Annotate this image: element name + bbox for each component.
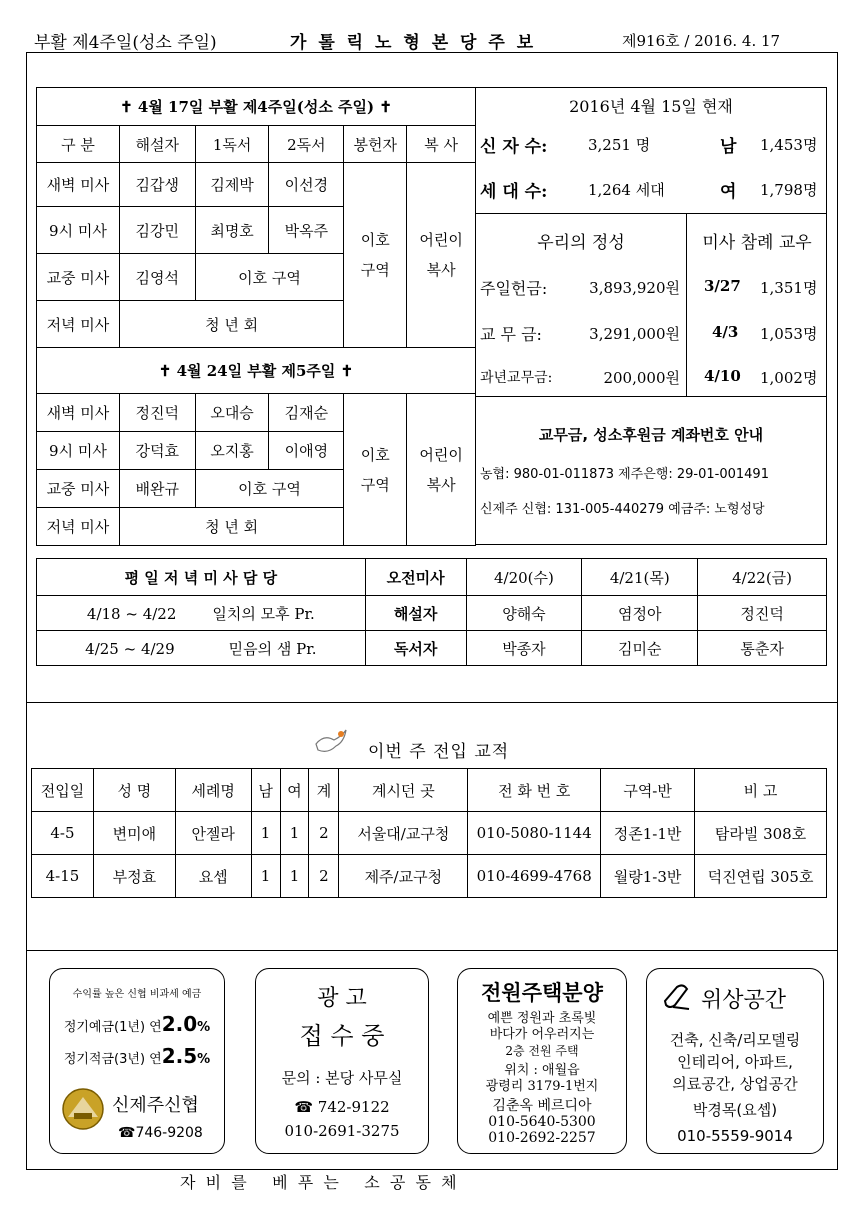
attendance-count: 1,053명 xyxy=(760,325,818,343)
mass-name: 교중 미사 xyxy=(37,254,120,301)
reader2: 이애영 xyxy=(269,432,344,470)
newcomers-head: 여 xyxy=(280,769,309,812)
newcomers-head: 전입일 xyxy=(32,769,94,812)
ad-design-line: 의료공간, 상업공간 xyxy=(672,1075,798,1093)
divider xyxy=(476,396,826,397)
table-cell: 4-5 xyxy=(32,812,94,855)
footer-motto: 자 비 를 베 푸 는 소 공 동 체 xyxy=(180,1173,457,1192)
table-cell: 변미애 xyxy=(93,812,175,855)
attendance-title: 미사 참례 교우 xyxy=(702,233,812,253)
ad-design xyxy=(646,968,824,1154)
ad-housing-line: 2층 전원 주택 xyxy=(505,1044,579,1058)
credit-union-logo-icon xyxy=(60,1087,106,1131)
ad-housing-line: 바다가 어우러지는 xyxy=(489,1027,595,1042)
commentator: 김갑생 xyxy=(119,163,195,207)
offerer: 이호 구역 xyxy=(344,394,407,546)
ad-housing-title: 전원주택분양 xyxy=(481,980,603,1005)
reader2: 박옥주 xyxy=(269,207,344,254)
ad-credit-union: 수익률 높은 신협 비과세 예금 정기예금(1년) 연2.0% 정기적금(3년) 연2.5% 신제주신협 ☎746-9208 xyxy=(49,968,225,1154)
divider xyxy=(26,702,838,703)
ad-housing-line: 광령리 3179-1번지 xyxy=(485,1079,599,1094)
table-cell: 010-4699-4768 xyxy=(468,855,601,898)
ad-bank-rate1: 2.0 xyxy=(161,1012,198,1036)
weekday-head: 4/20(수) xyxy=(466,559,582,596)
newcomers-head: 전 화 번 호 xyxy=(468,769,601,812)
table-cell: 010-5080-1144 xyxy=(468,812,601,855)
attendance-date: 3/27 xyxy=(704,277,741,295)
households-count: 1,264 세대 xyxy=(588,181,665,199)
ad-housing-line: 010-5640-5300 xyxy=(488,1114,596,1130)
ad-bank-top: 수익률 높은 신협 비과세 예금 xyxy=(72,989,202,1000)
group: 청 년 회 xyxy=(119,508,343,546)
issue-info: 제916호 / 2016. 4. 17 xyxy=(622,32,781,50)
newcomers-head: 계 xyxy=(309,769,339,812)
offering-label: 주일헌금: xyxy=(480,279,548,298)
reader2: 김재순 xyxy=(269,394,344,432)
weekday-role: 독서자 xyxy=(365,631,466,666)
ad-space-title: 광 고 xyxy=(317,986,367,1011)
male-count: 1,453명 xyxy=(760,136,818,154)
newcomers-head: 남 xyxy=(251,769,280,812)
attendance-date: 4/3 xyxy=(712,323,739,341)
households-label: 세 대 수: xyxy=(480,182,548,202)
table-cell: 4-15 xyxy=(32,855,94,898)
weekday-head: 4/22(금) xyxy=(698,559,827,596)
weekday-person: 김미순 xyxy=(582,631,698,666)
weekday-role: 해설자 xyxy=(365,596,466,631)
account-line: 농협: 980-01-011873 제주은행: 29-01-001491 xyxy=(480,467,769,482)
weekday-head: 평 일 저 녁 미 사 담 당 xyxy=(37,559,366,596)
mass-name: 9시 미사 xyxy=(37,207,120,254)
mass-name: 새벽 미사 xyxy=(37,163,120,207)
ad-bank-phone: ☎746-9208 xyxy=(118,1125,203,1141)
offering-label: 교 무 금: xyxy=(480,325,542,344)
reader1: 최명호 xyxy=(195,207,269,254)
table-cell: 1 xyxy=(251,855,280,898)
ad-space-mobile: 010-2691-3275 xyxy=(284,1122,400,1140)
table-cell: 덕진연립 305호 xyxy=(695,855,827,898)
ad-space-inquiry: 문의 : 본당 사무실 xyxy=(281,1069,403,1087)
newcomers-head: 성 명 xyxy=(93,769,175,812)
group: 청 년 회 xyxy=(119,301,343,348)
col-header: 1독서 xyxy=(195,126,269,163)
believers-label: 신 자 수: xyxy=(480,137,548,157)
attendance-date: 4/10 xyxy=(704,367,741,385)
weekday-person: 박종자 xyxy=(466,631,582,666)
ad-space-subtitle: 접 수 중 xyxy=(299,1022,385,1050)
table-cell: 월랑1-3반 xyxy=(601,855,695,898)
weekday-mass-table xyxy=(36,558,827,666)
offerer: 이호 구역 xyxy=(344,163,407,348)
ad-space xyxy=(255,968,429,1154)
table-cell: 2 xyxy=(309,812,339,855)
ad-housing xyxy=(457,968,627,1154)
table-cell: 2 xyxy=(309,855,339,898)
newcomers-table xyxy=(31,768,827,898)
weekday-person: 염정아 xyxy=(582,596,698,631)
ad-bank-line1: 정기예금(1년) 연 xyxy=(63,1020,162,1035)
ad-housing-line: 010-2692-2257 xyxy=(488,1130,596,1146)
offering-amount: 200,000원 xyxy=(603,369,680,387)
ad-bank-name: 신제주신협 xyxy=(112,1095,199,1116)
divider xyxy=(476,213,826,214)
col-header: 구 분 xyxy=(37,126,120,163)
commentator: 정진덕 xyxy=(119,394,195,432)
weekday-head: 4/21(목) xyxy=(582,559,698,596)
col-header: 봉헌자 xyxy=(344,126,407,163)
offering-amount: 3,893,920원 xyxy=(589,279,680,297)
reader1: 김제박 xyxy=(195,163,269,207)
readers: 이호 구역 xyxy=(195,254,344,301)
ad-housing-line: 김춘옥 베르디아 xyxy=(492,1098,592,1114)
commentator: 배완규 xyxy=(119,470,195,508)
attendance-count: 1,351명 xyxy=(760,279,818,297)
col-header: 복 사 xyxy=(407,126,476,163)
female-label: 여 xyxy=(720,182,737,202)
mass-schedule-table xyxy=(36,87,476,546)
divider xyxy=(26,950,838,951)
ad-design-line: 인테리어, 아파트, xyxy=(677,1053,793,1071)
table-cell: 정존1-1반 xyxy=(601,812,695,855)
reader1: 오지홍 xyxy=(195,432,269,470)
attendance-count: 1,002명 xyxy=(760,369,818,387)
newcomers-head: 비 고 xyxy=(695,769,827,812)
weekday-person: 정진덕 xyxy=(698,596,827,631)
reader2: 이선경 xyxy=(269,163,344,207)
mass-name: 저녁 미사 xyxy=(37,508,120,546)
table-cell: 1 xyxy=(280,855,309,898)
weekday-period: 4/18 ~ 4/22 일치의 모후 Pr. xyxy=(37,596,366,631)
newcomers-title: 이번 주 전입 교적 xyxy=(368,742,510,762)
weekday-period: 4/25 ~ 4/29 믿음의 샘 Pr. xyxy=(37,631,366,666)
offering-amount: 3,291,000원 xyxy=(589,325,680,343)
altar-server: 어린이 복사 xyxy=(407,163,476,348)
ad-design-line: 건축, 신축/리모델링 xyxy=(669,1031,801,1049)
col-header: 해설자 xyxy=(119,126,195,163)
commentator: 김강민 xyxy=(119,207,195,254)
commentator: 강덕효 xyxy=(119,432,195,470)
ad-design-line: 010-5559-9014 xyxy=(677,1127,793,1145)
ad-design-line: 박경목(요셉) xyxy=(692,1101,778,1119)
newcomers-head: 계시던 곳 xyxy=(339,769,468,812)
table-cell: 부정효 xyxy=(93,855,175,898)
offering-label: 과년교무금: xyxy=(480,370,553,386)
divider xyxy=(686,213,687,396)
table-cell: 서울대/교구청 xyxy=(339,812,468,855)
mass-name: 교중 미사 xyxy=(37,470,120,508)
ad-housing-line: 예쁜 정원과 초록빛 xyxy=(487,1011,597,1026)
female-count: 1,798명 xyxy=(760,181,818,199)
bulletin-title: 가 톨 릭 노 형 본 당 주 보 xyxy=(290,33,537,53)
account-line: 신제주 신협: 131-005-440279 예금주: 노형성당 xyxy=(480,502,765,517)
header-feast: 부활 제4주일(성소 주일) xyxy=(34,33,217,53)
believers-count: 3,251 명 xyxy=(588,136,651,154)
mass-name: 새벽 미사 xyxy=(37,394,120,432)
mass2-title: ✝ 4월 24일 부활 제5주일 ✝ xyxy=(37,348,476,394)
design-logo-icon xyxy=(661,981,697,1013)
ad-space-phone: ☎ 742-9122 xyxy=(294,1098,390,1116)
ad-bank-rate2: 2.5 xyxy=(161,1044,198,1068)
readers: 이호 구역 xyxy=(195,470,344,508)
table-cell: 요셉 xyxy=(175,855,251,898)
table-cell: 1 xyxy=(280,812,309,855)
dove-icon xyxy=(312,726,350,756)
offering-title: 우리의 정성 xyxy=(537,233,625,253)
weekday-head: 오전미사 xyxy=(365,559,466,596)
mass1-title: ✝ 4월 17일 부활 제4주일(성소 주일) ✝ xyxy=(37,88,476,126)
table-cell: 1 xyxy=(251,812,280,855)
mass-name: 저녁 미사 xyxy=(37,301,120,348)
table-cell: 탐라빌 308호 xyxy=(695,812,827,855)
stats-date: 2016년 4월 15일 현재 xyxy=(569,97,733,116)
weekday-person: 양해숙 xyxy=(466,596,582,631)
altar-server: 어린이 복사 xyxy=(407,394,476,546)
ad-bank-line2: 정기적금(3년) 연 xyxy=(63,1052,162,1067)
table-cell: 안젤라 xyxy=(175,812,251,855)
mass-name: 9시 미사 xyxy=(37,432,120,470)
ad-housing-line: 위치 : 애월읍 xyxy=(504,1063,580,1078)
table-cell: 제주/교구청 xyxy=(339,855,468,898)
stats-panel xyxy=(475,87,827,545)
ad-design-brand: 위상공간 xyxy=(701,988,787,1013)
account-title: 교무금, 성소후원금 계좌번호 안내 xyxy=(538,426,764,444)
male-label: 남 xyxy=(720,137,737,157)
newcomers-head: 구역-반 xyxy=(601,769,695,812)
newcomers-head: 세례명 xyxy=(175,769,251,812)
col-header: 2독서 xyxy=(269,126,344,163)
commentator: 김영석 xyxy=(119,254,195,301)
weekday-person: 통춘자 xyxy=(698,631,827,666)
reader1: 오대승 xyxy=(195,394,269,432)
